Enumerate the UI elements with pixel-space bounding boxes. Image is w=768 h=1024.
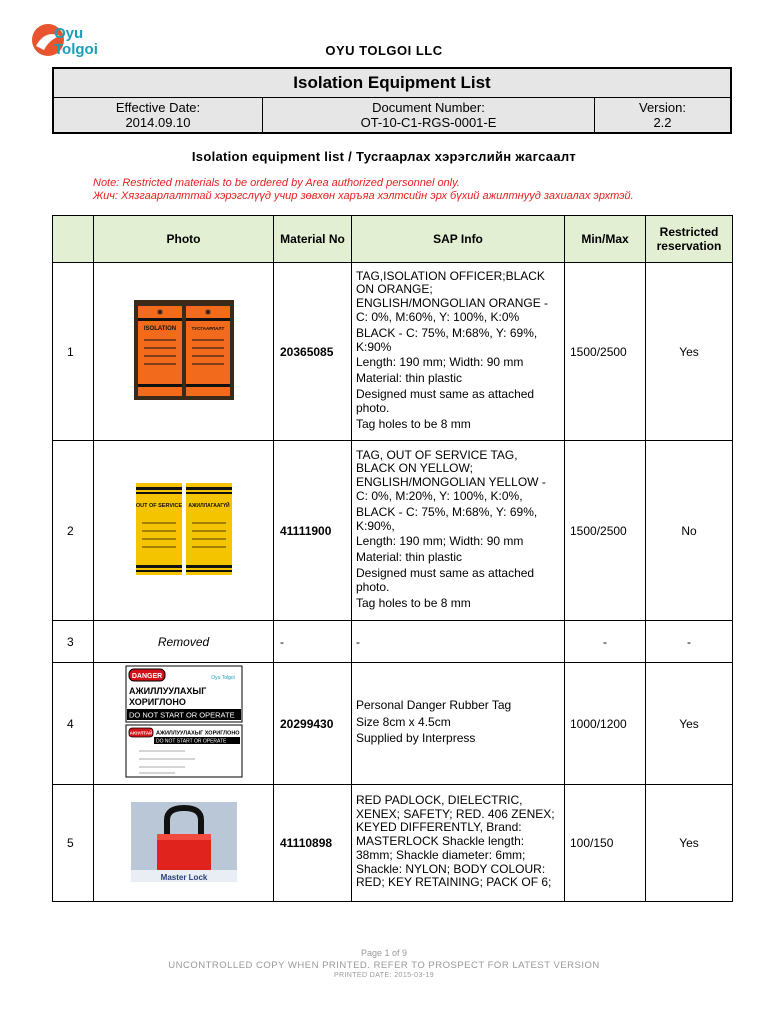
tag-mn-line2: ХОРИГЛОНО <box>128 697 186 707</box>
out-of-service-tag-photo <box>134 481 234 577</box>
row-number: 5 <box>53 785 94 902</box>
danger-tag-photo <box>125 665 243 779</box>
table-row <box>53 621 733 663</box>
row-number: 2 <box>53 441 94 621</box>
row-restricted: No <box>646 441 733 621</box>
table-row <box>53 441 733 621</box>
row-photo <box>94 663 274 785</box>
document-meta-row <box>54 98 730 132</box>
row-minmax: 1500/2500 <box>565 263 646 441</box>
row-number: 3 <box>53 621 94 663</box>
table-row <box>53 263 733 441</box>
row-restricted: Yes <box>646 663 733 785</box>
row-material-no: - <box>274 621 352 663</box>
row-material-no: 20365085 <box>274 263 352 441</box>
row-material-no: 20299430 <box>274 663 352 785</box>
tag-right-label: АЖИЛЛАГААГҮЙ <box>187 503 230 509</box>
row-sap-info: - <box>352 621 565 663</box>
page-number: Page 1 of 9 <box>360 948 408 958</box>
list-subtitle: Isolation equipment list / Тусгаарлах хэрэгслийн жагсаалт <box>191 149 577 164</box>
tag-en-line: DO NOT START OR OPERATE <box>128 710 235 720</box>
row-minmax: 1000/1200 <box>565 663 646 785</box>
version-cell: Version: 2.2 <box>594 98 730 132</box>
lock-brand-label: Master Lock <box>160 872 207 882</box>
row-photo <box>94 441 274 621</box>
table-header-row <box>53 216 733 263</box>
tag-left-label: OUT OF SERVICE <box>135 503 182 509</box>
row-minmax: 1500/2500 <box>565 441 646 621</box>
logo-text: Oyu Tolgoi <box>54 25 98 58</box>
isolation-tag-photo <box>134 300 234 400</box>
equipment-table <box>52 215 733 902</box>
row-restricted: - <box>646 621 733 663</box>
effective-date-cell: Effective Date: 2014.09.10 <box>115 100 201 130</box>
row-sap-info: TAG,ISOLATION OFFICER;BLACK ON ORANGE; ENGLISH/MONGOLIAN ORANGE - C: 0%, M:60%, Y: 100%, K:0% BLACK - C: 75%, M:68%, Y: 69%, K:90% Length: 190 mm; Width: 90 mm Material: thin plastic Designed must same as attached photo. Tag holes to be 8 mm <box>352 263 565 441</box>
small-tag-mn: АЖИЛЛУУЛАХЫГ ХОРИГЛОНО <box>155 730 240 737</box>
row-sap-info: TAG, OUT OF SERVICE TAG, BLACK ON YELLOW; ENGLISH/MONGOLIAN YELLOW - C: 0%, M:20%, Y: 100%, K:0%, BLACK - C: 75%, M:68%, Y: 69%, K:90%, Length: 190 mm; Width: 90 mm Material: thin plastic Designed must same as attached photo. Tag holes to be 8 mm <box>352 441 565 621</box>
table-row <box>53 663 733 785</box>
header-material: Material No <box>274 216 352 263</box>
danger-label: DANGER <box>131 673 162 680</box>
row-restricted: Yes <box>646 263 733 441</box>
tag-right-label: ТУСГААРЛАЛТ <box>191 326 224 331</box>
small-tag-en: DO NOT START OR OPERATE <box>155 738 226 745</box>
row-number: 4 <box>53 663 94 785</box>
row-sap-info: Personal Danger Rubber Tag Size 8cm x 4.5cm Supplied by Interpress <box>352 663 565 785</box>
row-minmax: 100/150 <box>565 785 646 902</box>
row-restricted: Yes <box>646 785 733 902</box>
tag-mn-line1: АЖИЛЛУУЛАХЫГ <box>128 686 206 696</box>
header-minmax: Min/Max <box>565 216 646 263</box>
table-row <box>53 785 733 902</box>
document-header <box>52 67 732 134</box>
row-photo <box>94 263 274 441</box>
printed-date: PRINTED DATE: 2015-03-19 <box>333 972 435 979</box>
row-photo-removed: Removed <box>94 621 274 663</box>
small-danger-label: АЮУЛТАЙ <box>129 730 152 736</box>
document-title: Isolation Equipment List <box>54 69 730 98</box>
document-number-cell: Document Number: OT-10-C1-RGS-0001-E <box>262 98 594 132</box>
header-restricted: Restricted reservation <box>646 216 733 263</box>
tag-logo-text: Oyu Tolgoi <box>210 675 235 681</box>
company-name: OYU TOLGOI LLC <box>325 43 443 58</box>
header-sap: SAP Info <box>352 216 565 263</box>
tag-left-label: ISOLATION <box>143 326 176 332</box>
row-material-no: 41110898 <box>274 785 352 902</box>
row-photo <box>94 785 274 902</box>
uncontrolled-copy-notice: UNCONTROLLED COPY WHEN PRINTED. REFER TO PROSPECT FOR LATEST VERSION <box>168 960 600 971</box>
header-photo: Photo <box>94 216 274 263</box>
row-sap-info: RED PADLOCK, DIELECTRIC, XENEX; SAFETY; RED. 406 ZENEX; KEYED DIFFERENTLY, Brand: MASTERLOCK Shackle length: 38mm; Shackle diameter: 6mm; Shackle: NYLON; BODY COLOUR: RED; KEY RETAINING; PACK OF 6; <box>352 785 565 902</box>
red-padlock-photo <box>131 802 237 882</box>
header-no <box>53 216 94 263</box>
restriction-note: Note: Restricted materials to be ordered by Area authorized personnel only. Жич: Хязгаарлалттай хэрэгслүүд учир зөвхөн харъяа хэлтсийн эрх бүхий ажилтнууд захиалах эрхтэй. <box>93 177 634 202</box>
row-material-no: 41111900 <box>274 441 352 621</box>
row-number: 1 <box>53 263 94 441</box>
row-minmax: - <box>565 621 646 663</box>
